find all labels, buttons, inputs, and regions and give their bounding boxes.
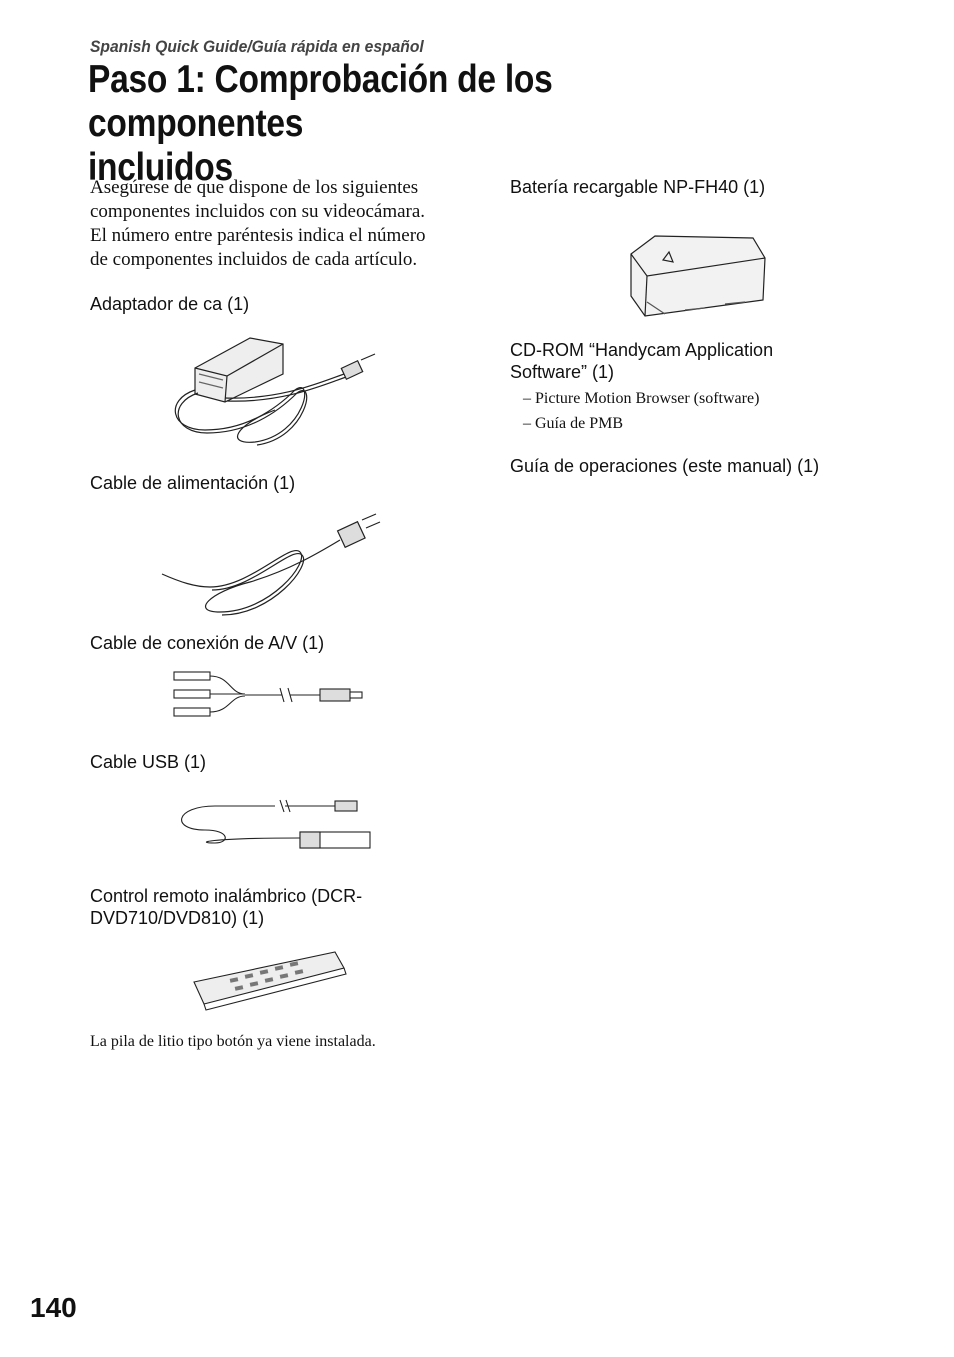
av-cable-label: Cable de conexión de A/V (1) bbox=[90, 633, 325, 653]
remote-control-illustration bbox=[190, 948, 350, 1018]
cdrom-label bbox=[510, 339, 773, 383]
ac-adaptor-illustration bbox=[165, 330, 385, 460]
cdrom-label-line1: CD-ROM “Handycam Application bbox=[510, 340, 774, 360]
power-cord-illustration bbox=[160, 512, 390, 622]
remote-label-line1: Control remoto inalámbrico (DCR- bbox=[90, 886, 363, 906]
battery-label: Batería recargable NP-FH40 (1) bbox=[510, 177, 766, 197]
av-cable-illustration bbox=[170, 668, 380, 723]
ac-adaptor-label: Adaptador de ca (1) bbox=[90, 294, 250, 314]
cdrom-label-line2: Software” (1) bbox=[510, 362, 615, 382]
intro-line: de componentes incluidos de cada artículo. bbox=[90, 249, 418, 270]
remote-label bbox=[90, 885, 362, 929]
usb-cable-label: Cable USB (1) bbox=[90, 752, 207, 772]
usb-cable-illustration bbox=[175, 798, 375, 858]
page-number: 140 bbox=[30, 1292, 77, 1323]
cdrom-sub-item: – Guía de PMB bbox=[523, 415, 623, 432]
cdrom-sublist bbox=[523, 386, 759, 436]
battery-illustration bbox=[625, 230, 770, 325]
remote-battery-note: La pila de litio tipo botón ya viene instalada. bbox=[90, 1033, 376, 1050]
page-title-line1: Paso 1: Comprobación de los componentes bbox=[88, 58, 553, 145]
page-title-line2: incluidos bbox=[88, 146, 233, 189]
intro-paragraph bbox=[90, 176, 480, 272]
intro-line: componentes incluidos con su videocámara. bbox=[90, 201, 426, 222]
intro-line: El número entre paréntesis indica el número bbox=[90, 225, 426, 246]
cdrom-sub-item: – Picture Motion Browser (software) bbox=[523, 390, 760, 407]
remote-label-line2: DVD710/DVD810) (1) bbox=[90, 908, 265, 928]
intro-line: Asegúrese de que dispone de los siguientes bbox=[90, 177, 419, 198]
manual-label: Guía de operaciones (este manual) (1) bbox=[510, 456, 820, 476]
section-label: Spanish Quick Guide/Guía rápida en español bbox=[90, 37, 424, 56]
page-title bbox=[88, 58, 776, 190]
power-cord-label: Cable de alimentación (1) bbox=[90, 473, 296, 493]
